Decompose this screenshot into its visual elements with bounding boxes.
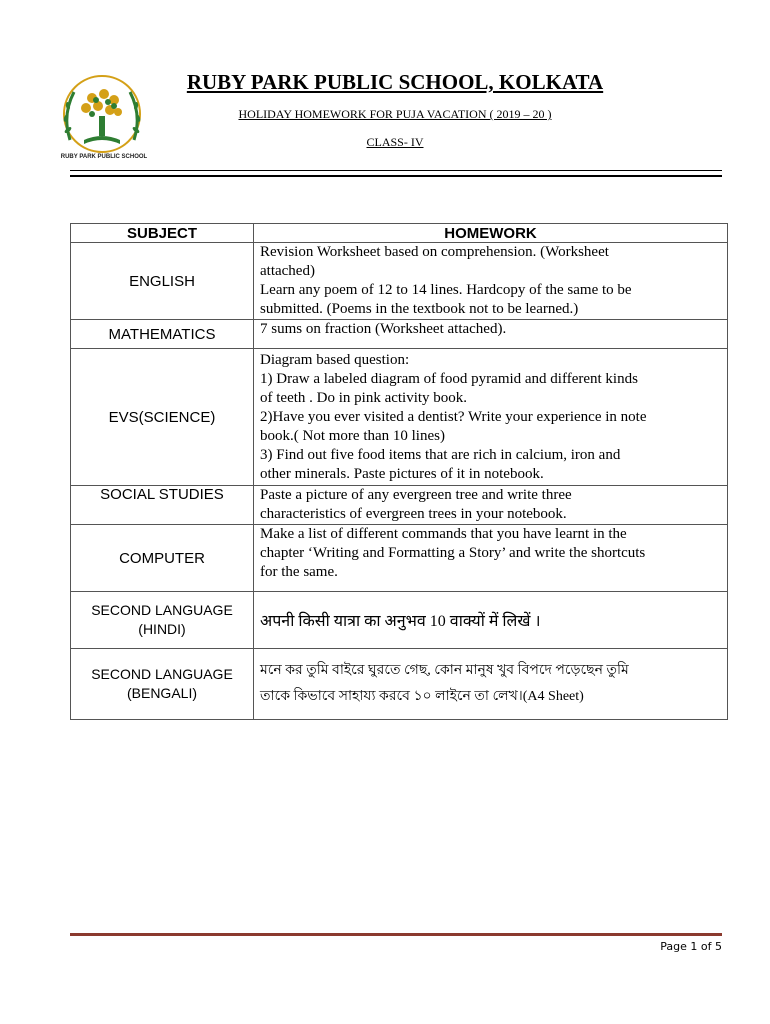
class-label: CLASS- IV bbox=[366, 135, 424, 149]
subject-line: (BENGALI) bbox=[126, 685, 197, 701]
page-number: Page 1 of 5 bbox=[660, 940, 722, 953]
subject-mathematics: MATHEMATICS bbox=[71, 320, 254, 349]
table-row-computer bbox=[71, 525, 728, 592]
homework-line: characteristics of evergreen trees in your notebook. bbox=[260, 506, 567, 522]
homework-evs bbox=[254, 349, 728, 486]
table-row-evs bbox=[71, 349, 728, 486]
homework-english bbox=[254, 243, 728, 320]
homework-line: Learn any poem of 12 to 14 lines. Hardcopy of the same to be bbox=[260, 282, 632, 298]
table-row-english bbox=[71, 243, 728, 320]
homework-line: of teeth . Do in pink activity book. bbox=[260, 389, 468, 406]
homework-line: তাকে কিভাবে সাহায্য করবে ১০ লাইনে তা লেখ।(A4 Sheet) bbox=[260, 689, 584, 704]
homework-hindi: अपनी किसी यात्रा का अनुभव 10 वाक्यों में लिखें । bbox=[254, 592, 728, 649]
homework-line: other minerals. Paste pictures of it in notebook. bbox=[260, 465, 544, 482]
logo-caption: RUBY PARK PUBLIC SCHOOL bbox=[60, 154, 148, 160]
homework-table bbox=[70, 223, 728, 720]
footer-rule bbox=[70, 933, 722, 936]
subject-social-studies: SOCIAL STUDIES bbox=[71, 486, 254, 525]
homework-line: Diagram based question: bbox=[260, 351, 410, 368]
homework-computer bbox=[254, 525, 728, 592]
homework-line: 2)Have you ever visited a dentist? Write your experience in note bbox=[260, 408, 647, 425]
header-rule-thin bbox=[70, 170, 722, 171]
homework-title: HOLIDAY HOMEWORK FOR PUJA VACATION ( 2019 – 20 ) bbox=[238, 107, 552, 121]
homework-line: chapter ‘Writing and Formatting a Story’ and write the shortcuts bbox=[260, 545, 646, 561]
table-row-hindi bbox=[71, 592, 728, 649]
homework-line: 3) Find out five food items that are rich in calcium, iron and bbox=[260, 446, 621, 463]
subject-line: SECOND LANGUAGE bbox=[91, 602, 233, 618]
table-row-mathematics bbox=[71, 320, 728, 349]
homework-line: 7 sums on fraction (Worksheet attached). bbox=[260, 321, 507, 337]
subject-header: SUBJECT bbox=[71, 224, 254, 243]
subject-computer: COMPUTER bbox=[71, 525, 254, 592]
homework-line: Make a list of different commands that you have learnt in the bbox=[260, 526, 627, 542]
header-rule-thick bbox=[70, 175, 722, 177]
subject-line: SECOND LANGUAGE bbox=[91, 666, 233, 682]
homework-mathematics bbox=[254, 320, 728, 349]
homework-social-studies bbox=[254, 486, 728, 525]
homework-line: Paste a picture of any evergreen tree and write three bbox=[260, 487, 572, 503]
homework-line: মনে কর তুমি বাইরে ঘুরতে গেছ, কোন মানুষ খুব বিপদে পড়েছেন তুমি bbox=[260, 663, 629, 678]
homework-line: Revision Worksheet based on comprehension. (Worksheet bbox=[260, 244, 609, 260]
homework-line: 1) Draw a labeled diagram of food pyramid and different kinds bbox=[260, 370, 638, 387]
table-row-bengali bbox=[71, 649, 728, 720]
subject-bengali bbox=[71, 649, 254, 720]
subject-evs: EVS(SCIENCE) bbox=[71, 349, 254, 486]
homework-header: HOMEWORK bbox=[254, 224, 728, 243]
subject-english: ENGLISH bbox=[71, 243, 254, 320]
homework-bengali bbox=[254, 649, 728, 720]
subject-hindi bbox=[71, 592, 254, 649]
subject-line: (HINDI) bbox=[138, 621, 186, 637]
homework-line: attached) bbox=[260, 263, 315, 279]
homework-line: book.( Not more than 10 lines) bbox=[260, 427, 445, 444]
table-row-social-studies bbox=[71, 486, 728, 525]
school-name: RUBY PARK PUBLIC SCHOOL, KOLKATA bbox=[186, 70, 604, 94]
table-header-row bbox=[71, 224, 728, 243]
homework-line: for the same. bbox=[260, 564, 338, 580]
homework-line: submitted. (Poems in the textbook not to be learned.) bbox=[260, 301, 579, 317]
